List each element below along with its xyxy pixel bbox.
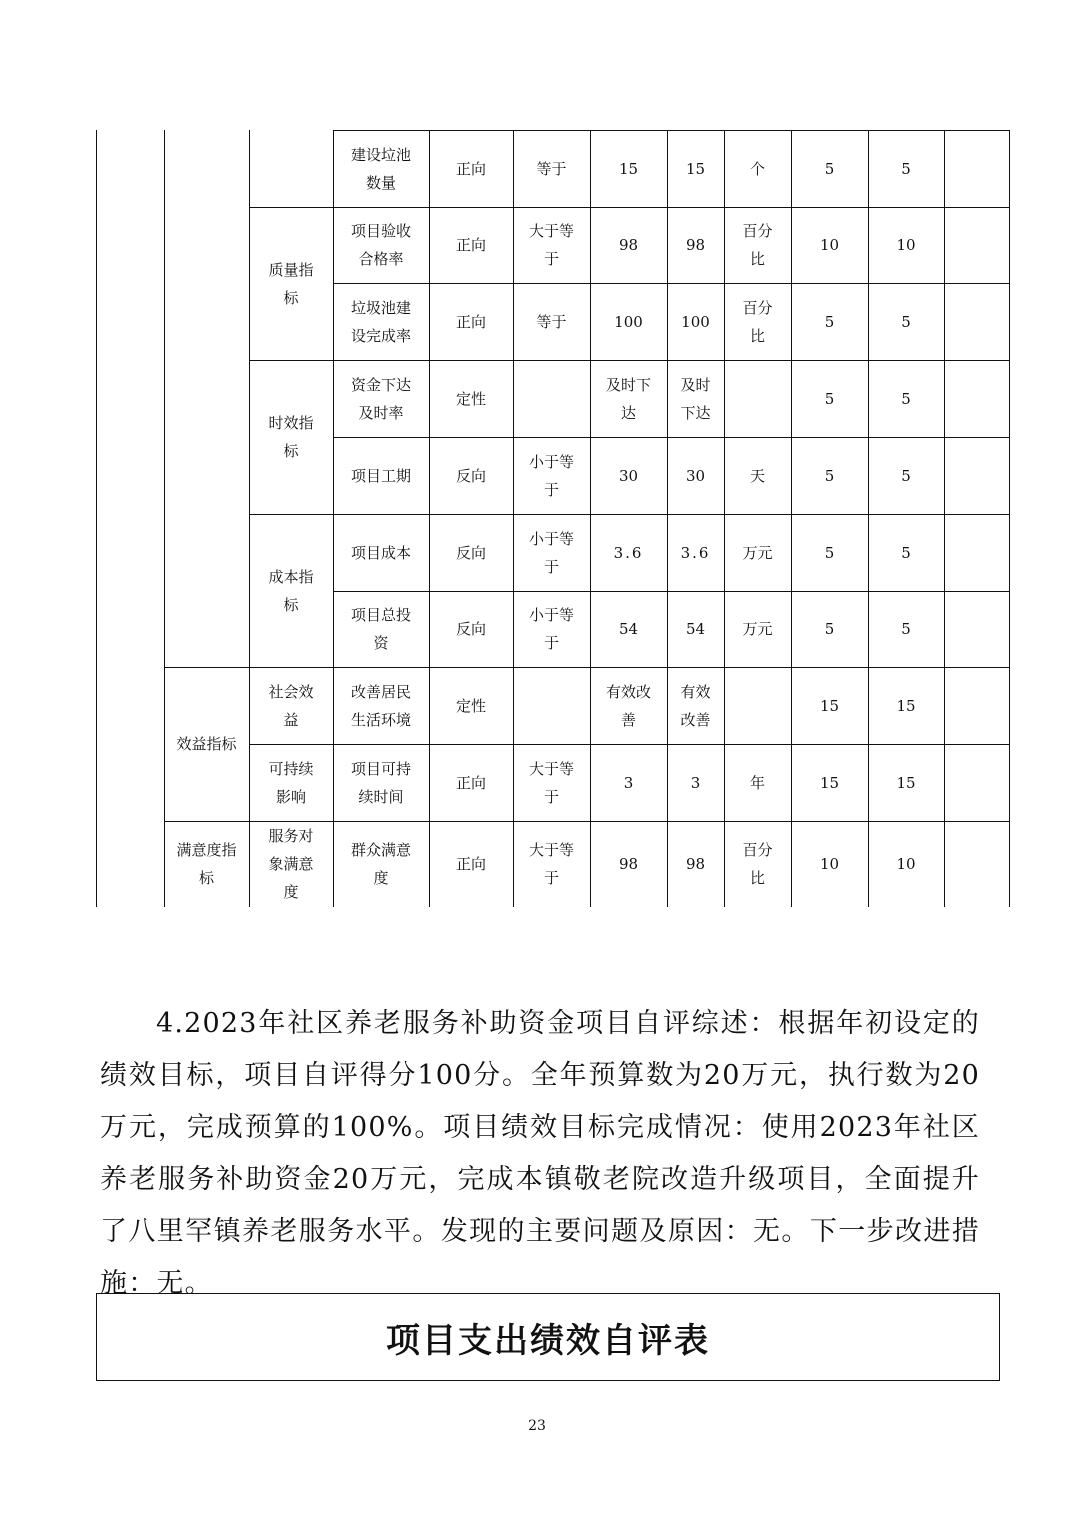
table-cell-indicator: 改善居民 生活环境 — [350, 682, 411, 729]
category-quality: 质量指 标 — [268, 260, 314, 307]
table-cell-score: 5 — [901, 312, 911, 331]
table-cell-weight: 5 — [824, 312, 835, 331]
table-cell-unit: 万元 — [742, 620, 773, 638]
table-cell-target: 3.6 — [613, 543, 644, 562]
table-cell-actual: 98 — [685, 236, 706, 254]
table-cell-score: 10 — [896, 236, 916, 254]
table-cell-operator: 等于 — [536, 159, 567, 178]
table-cell-weight: 10 — [819, 855, 840, 873]
category-social-benefit: 社会效 益 — [268, 682, 314, 729]
table-cell-target: 98 — [618, 855, 639, 873]
table-cell-target: 30 — [618, 466, 639, 485]
category-service-satisfaction: 服务对 象满意 度 — [268, 827, 314, 901]
table-cell-indicator: 项目工期 — [350, 466, 411, 485]
category-timeliness: 时效指 标 — [268, 414, 314, 460]
table-cell-actual: 100 — [681, 312, 710, 331]
table-cell-target: 及时下 达 — [605, 375, 651, 422]
category-sustainability: 可持续 影响 — [268, 759, 314, 806]
table-cell-actual: 有效 改善 — [680, 682, 711, 729]
table-cell-score: 5 — [901, 389, 911, 408]
table-cell-indicator: 项目总投 资 — [350, 606, 411, 652]
table-cell-weight: 15 — [819, 696, 840, 715]
section-title-box — [96, 1293, 1000, 1381]
section-title: 项目支出绩效自评表 — [386, 1320, 710, 1361]
table-cell-actual: 98 — [685, 855, 706, 873]
table-cell-direction: 正向 — [455, 855, 486, 873]
table-cell-actual: 30 — [685, 466, 706, 485]
table-cell-weight: 10 — [819, 236, 840, 254]
table-cell-unit — [724, 360, 791, 437]
table-cell-indicator: 资金下达 及时率 — [350, 375, 411, 422]
table-cell-actual: 15 — [685, 159, 706, 178]
table-cell-actual: 3.6 — [680, 543, 711, 562]
table-cell-weight: 5 — [824, 543, 835, 562]
table-cell-operator: 小于等 于 — [528, 529, 574, 576]
table-cell-operator: 大于等 于 — [528, 841, 574, 887]
table-cell-target: 98 — [618, 236, 639, 254]
table-cell-direction: 正向 — [455, 312, 486, 331]
table-cell-direction: 定性 — [455, 696, 486, 715]
table-cell-score: 5 — [901, 620, 911, 638]
table-cell-weight: 5 — [824, 466, 835, 485]
category-cost: 成本指 标 — [268, 567, 314, 614]
table-cell-operator: 小于等 于 — [528, 606, 574, 652]
table-cell-indicator: 项目成本 — [350, 543, 411, 562]
table-cell-direction: 正向 — [455, 236, 486, 254]
table-cell-operator: 小于等 于 — [528, 452, 574, 499]
level2-satisfaction: 满意度指 标 — [176, 841, 237, 887]
table-cell-target: 有效改 善 — [605, 682, 651, 729]
table-cell-operator: 大于等 于 — [528, 759, 574, 806]
table-cell-score: 15 — [896, 696, 916, 715]
table-cell-operator — [513, 667, 590, 744]
table-cell-unit: 年 — [749, 773, 765, 792]
table-cell-direction: 正向 — [455, 159, 486, 178]
table-cell-unit: 个 — [749, 159, 765, 178]
table-cell-unit: 天 — [749, 466, 765, 485]
table-cell-score: 5 — [901, 466, 911, 485]
table-cell-score: 10 — [896, 855, 916, 873]
table-cell-actual: 54 — [685, 620, 706, 638]
table-cell-score: 15 — [896, 773, 916, 792]
table-cell-weight: 5 — [824, 620, 835, 638]
table-cell-operator: 等于 — [536, 312, 567, 331]
table-cell-unit: 百分 比 — [742, 841, 773, 887]
table-cell-direction: 正向 — [455, 773, 486, 792]
table-cell-score: 5 — [901, 543, 911, 562]
table-cell-weight: 15 — [819, 773, 840, 792]
table-cell-indicator: 项目可持 续时间 — [350, 759, 411, 806]
table-cell-target: 54 — [618, 620, 639, 638]
table-cell-indicator: 群众满意 度 — [350, 841, 411, 887]
table-cell-target: 3 — [623, 773, 634, 792]
table-cell-direction: 反向 — [455, 543, 486, 562]
table-cell-unit — [724, 667, 791, 744]
table-cell-score: 5 — [901, 159, 911, 178]
table-cell-unit: 万元 — [742, 543, 773, 562]
table-cell-actual: 3 — [690, 773, 701, 792]
performance-table — [96, 130, 1010, 907]
table-cell-actual: 及时 下达 — [680, 375, 711, 422]
table-cell-direction: 反向 — [455, 466, 486, 485]
table-cell-direction: 反向 — [455, 620, 486, 638]
self-evaluation-summary: 4.2023年社区养老服务补助资金项目自评综述：根据年初设定的绩效目标，项目自评得分100分。全年预算数为20万元，执行数为20万元，完成预算的100%。项目绩效目标完成情况：使用2023年社区养老服务补助资金20万元，完成本镇敬老院改造升级项目，全面提升了八里罕镇养老服务水平。发现的主要问题及原因：无。下一步改进措施：无。 — [100, 1008, 980, 1299]
table-cell-indicator: 建设垃池 数量 — [350, 145, 411, 192]
table-cell-indicator: 项目验收 合格率 — [350, 222, 411, 268]
table-cell-target: 15 — [618, 159, 639, 178]
table-cell-operator: 大于等 于 — [528, 222, 574, 268]
table-cell-direction: 定性 — [455, 389, 486, 408]
table-cell-target: 100 — [614, 312, 643, 331]
table-cell-unit: 百分 比 — [742, 222, 773, 268]
table-cell-weight: 5 — [824, 159, 835, 178]
level2-benefit: 效益指标 — [176, 735, 237, 753]
table-cell-weight: 5 — [824, 389, 835, 408]
page-number: 23 — [528, 1418, 546, 1434]
table-cell-indicator: 垃圾池建 设完成率 — [350, 298, 411, 345]
table-cell-operator — [513, 360, 590, 437]
table-cell-unit: 百分 比 — [742, 298, 773, 345]
